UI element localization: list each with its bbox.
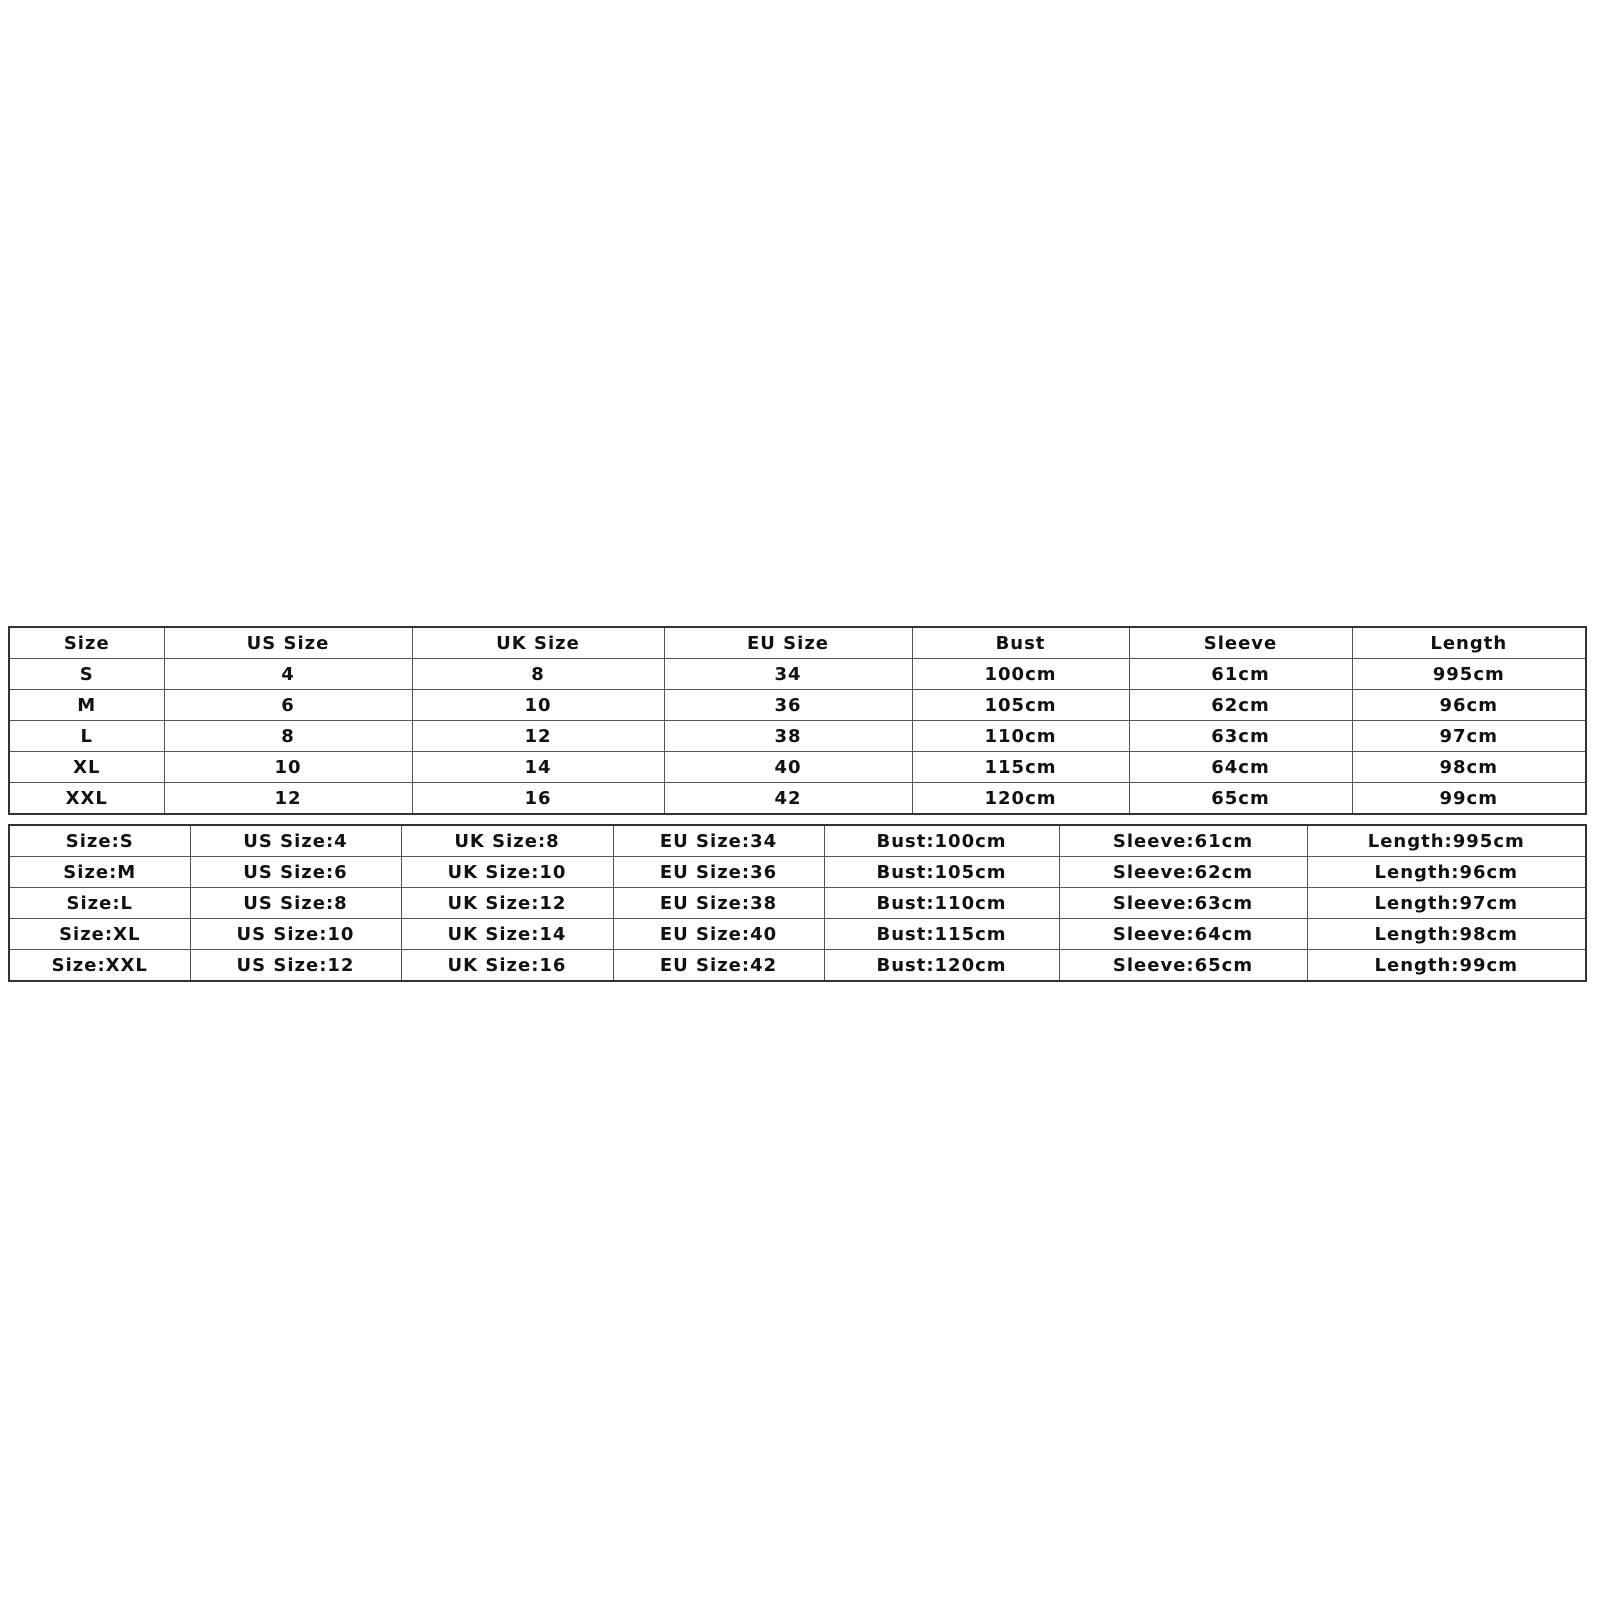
table-cell: Sleeve:64cm: [1059, 919, 1307, 950]
table-cell: XXL: [9, 783, 164, 815]
table-cell: 110cm: [912, 721, 1129, 752]
table-cell: Bust:110cm: [824, 888, 1059, 919]
table-cell: Length:99cm: [1307, 950, 1586, 982]
header-length: Length: [1352, 627, 1586, 659]
table-cell: 62cm: [1129, 690, 1352, 721]
table-cell: 99cm: [1352, 783, 1586, 815]
table-cell: US Size:4: [190, 825, 401, 857]
table-cell: EU Size:40: [613, 919, 824, 950]
table-cell: 65cm: [1129, 783, 1352, 815]
table-cell: 115cm: [912, 752, 1129, 783]
table-cell: UK Size:10: [401, 857, 613, 888]
table-row: [9, 783, 1586, 815]
table-row: [9, 721, 1586, 752]
table-cell: Sleeve:65cm: [1059, 950, 1307, 982]
table-cell: Size:XXL: [9, 950, 190, 982]
header-uk-size: UK Size: [412, 627, 664, 659]
table-cell: 96cm: [1352, 690, 1586, 721]
table-cell: 100cm: [912, 659, 1129, 690]
table-row: [9, 659, 1586, 690]
table-cell: 61cm: [1129, 659, 1352, 690]
table-cell: US Size:10: [190, 919, 401, 950]
table-cell: 12: [412, 721, 664, 752]
table-cell: Sleeve:63cm: [1059, 888, 1307, 919]
table-row: [9, 690, 1586, 721]
table-cell: Size:S: [9, 825, 190, 857]
table-row: [9, 857, 1586, 888]
table-cell: Bust:115cm: [824, 919, 1059, 950]
table-cell: 12: [164, 783, 412, 815]
table-cell: Size:M: [9, 857, 190, 888]
table-cell: L: [9, 721, 164, 752]
table-cell: Bust:120cm: [824, 950, 1059, 982]
table-cell: Bust:105cm: [824, 857, 1059, 888]
table-cell: 36: [664, 690, 912, 721]
table-cell: 97cm: [1352, 721, 1586, 752]
table-cell: UK Size:12: [401, 888, 613, 919]
table-cell: XL: [9, 752, 164, 783]
header-bust: Bust: [912, 627, 1129, 659]
table-cell: 4: [164, 659, 412, 690]
table-cell: UK Size:8: [401, 825, 613, 857]
table-cell: Length:97cm: [1307, 888, 1586, 919]
table-cell: S: [9, 659, 164, 690]
table-cell: 64cm: [1129, 752, 1352, 783]
table-row: [9, 888, 1586, 919]
table-cell: 40: [664, 752, 912, 783]
table-cell: 98cm: [1352, 752, 1586, 783]
table-cell: US Size:8: [190, 888, 401, 919]
table-cell: Sleeve:62cm: [1059, 857, 1307, 888]
table-cell: 42: [664, 783, 912, 815]
table-cell: EU Size:36: [613, 857, 824, 888]
table-cell: 63cm: [1129, 721, 1352, 752]
table-row: [9, 950, 1586, 982]
header-eu-size: EU Size: [664, 627, 912, 659]
table-cell: US Size:12: [190, 950, 401, 982]
table-cell: 120cm: [912, 783, 1129, 815]
table-cell: EU Size:38: [613, 888, 824, 919]
table-cell: 10: [164, 752, 412, 783]
header-size: Size: [9, 627, 164, 659]
header-us-size: US Size: [164, 627, 412, 659]
table-cell: 8: [412, 659, 664, 690]
size-chart-labeled-table: [8, 824, 1587, 982]
table-cell: Size:L: [9, 888, 190, 919]
table-cell: EU Size:34: [613, 825, 824, 857]
table-cell: Bust:100cm: [824, 825, 1059, 857]
table-cell: 10: [412, 690, 664, 721]
size-chart-table: [8, 626, 1587, 815]
table-cell: EU Size:42: [613, 950, 824, 982]
table-cell: 8: [164, 721, 412, 752]
table-row: [9, 752, 1586, 783]
table-cell: Size:XL: [9, 919, 190, 950]
table-cell: 38: [664, 721, 912, 752]
table-cell: 34: [664, 659, 912, 690]
table-header-row: [9, 627, 1586, 659]
table-cell: UK Size:14: [401, 919, 613, 950]
table-row: [9, 825, 1586, 857]
table-cell: M: [9, 690, 164, 721]
table-cell: 105cm: [912, 690, 1129, 721]
table-cell: Sleeve:61cm: [1059, 825, 1307, 857]
table-cell: Length:98cm: [1307, 919, 1586, 950]
table-cell: 6: [164, 690, 412, 721]
table-cell: UK Size:16: [401, 950, 613, 982]
table-cell: 16: [412, 783, 664, 815]
table-row: [9, 919, 1586, 950]
table-cell: Length:96cm: [1307, 857, 1586, 888]
table-cell: 995cm: [1352, 659, 1586, 690]
table-cell: US Size:6: [190, 857, 401, 888]
header-sleeve: Sleeve: [1129, 627, 1352, 659]
table-cell: 14: [412, 752, 664, 783]
table-cell: Length:995cm: [1307, 825, 1586, 857]
